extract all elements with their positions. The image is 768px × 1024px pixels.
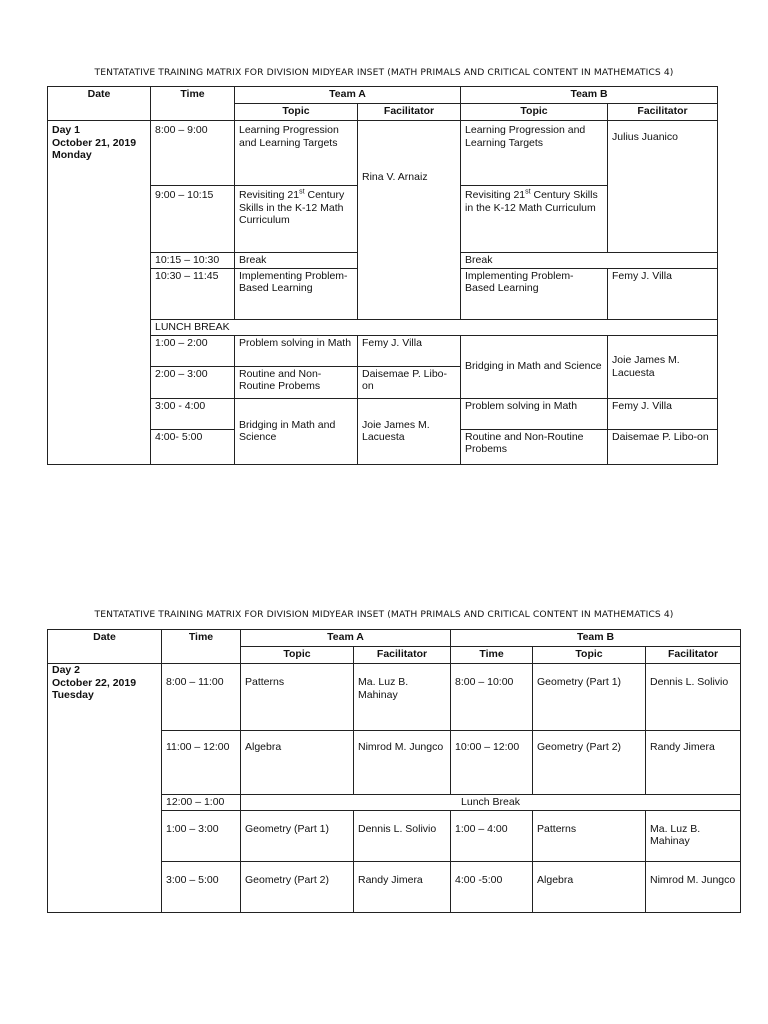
topic-cell: Break <box>235 253 358 269</box>
topic-cell <box>461 186 608 253</box>
header-time: Time <box>162 630 241 664</box>
topic-cell: Geometry (Part 2) <box>533 731 646 795</box>
header-topic: Topic <box>461 104 608 121</box>
time-cell: 10:00 – 12:00 <box>451 731 533 795</box>
day-date: October 22, 2019 <box>52 676 137 689</box>
facilitator-cell: Nimrod M. Jungco <box>354 731 451 795</box>
topic-cell: Algebra <box>241 731 354 795</box>
time-cell: 1:00 – 2:00 <box>151 335 235 366</box>
facilitator-cell: Joie James M. Lacuesta <box>358 398 461 464</box>
time-cell: 11:00 – 12:00 <box>162 731 241 795</box>
time-cell: 3:00 - 4:00 <box>151 398 235 429</box>
topic-cell: Learning Progression and Learning Targets <box>461 121 608 186</box>
title-day1: TENTATATIVE TRAINING MATRIX FOR DIVISION MIDYEAR INSET (MATH PRIMALS AND CRITICAL CONTENT IN MATHEMATICS 4) <box>94 67 674 78</box>
header-team-a: Team A <box>235 87 461 104</box>
time-cell: 8:00 – 9:00 <box>151 121 235 186</box>
facilitator-cell: Randy Jimera <box>354 861 451 912</box>
topic-cell: Geometry (Part 1) <box>533 664 646 731</box>
facilitator-cell: Nimrod M. Jungco <box>646 861 741 912</box>
training-matrix-day2 <box>47 629 741 913</box>
time-cell: 10:15 – 10:30 <box>151 253 235 269</box>
topic-cell: Geometry (Part 2) <box>241 861 354 912</box>
topic-sup: st <box>299 188 305 196</box>
time-cell: 1:00 – 3:00 <box>162 810 241 861</box>
header-facilitator: Facilitator <box>358 104 461 121</box>
topic-cell: Patterns <box>241 664 354 731</box>
day-label: Day 2 <box>52 664 81 676</box>
facilitator-cell: Ma. Luz B. Mahinay <box>354 664 451 731</box>
facilitator-cell: Daisemae P. Libo-on <box>358 366 461 398</box>
facilitator-cell: Femy J. Villa <box>608 268 718 319</box>
topic-cell: Break <box>461 253 718 269</box>
facilitator-cell: Femy J. Villa <box>358 335 461 366</box>
training-matrix-day1 <box>47 86 718 465</box>
facilitator-cell: Femy J. Villa <box>608 398 718 429</box>
facilitator-cell: Ma. Luz B. Mahinay <box>646 810 741 861</box>
topic-cell: Patterns <box>533 810 646 861</box>
topic-cell: Implementing Problem-Based Learning <box>461 268 608 319</box>
topic-cell: Learning Progression and Learning Targets <box>235 121 358 186</box>
topic-cell: Routine and Non-Routine Probems <box>461 429 608 464</box>
topic-text: Century Skills in the K-12 Math Curriculum <box>465 189 598 214</box>
header-team-b: Team B <box>451 630 741 647</box>
header-facilitator: Facilitator <box>646 647 741 664</box>
day-weekday: Tuesday <box>52 689 94 701</box>
time-cell: 10:30 – 11:45 <box>151 268 235 319</box>
topic-text: Revisiting 21 <box>465 189 526 201</box>
day-label: Day 1 <box>52 124 81 136</box>
topic-cell: Bridging in Math and Science <box>461 335 608 398</box>
lunch-break-row: LUNCH BREAK <box>151 319 718 335</box>
time-cell: 1:00 – 4:00 <box>451 810 533 861</box>
topic-text: Century Skills in the K-12 Math Curriculum <box>239 189 345 226</box>
topic-cell: Algebra <box>533 861 646 912</box>
header-topic: Topic <box>235 104 358 121</box>
topic-sup: st <box>525 188 531 196</box>
header-date: Date <box>48 87 151 121</box>
day-date: October 21, 2019 <box>52 136 137 149</box>
topic-cell: Bridging in Math and Science <box>235 398 358 464</box>
time-cell: 4:00- 5:00 <box>151 429 235 464</box>
topic-cell: Implementing Problem-Based Learning <box>235 268 358 319</box>
topic-text: Revisiting 21 <box>239 189 300 201</box>
lunch-break-row: Lunch Break <box>241 795 741 811</box>
topic-cell <box>235 186 358 253</box>
facilitator-cell: Dennis L. Solivio <box>646 664 741 731</box>
facilitator-cell: Joie James M. Lacuesta <box>608 335 718 398</box>
facilitator-cell: Dennis L. Solivio <box>354 810 451 861</box>
time-cell: 2:00 – 3:00 <box>151 366 235 398</box>
header-team-b: Team B <box>461 87 718 104</box>
topic-cell: Routine and Non-Routine Probems <box>235 366 358 398</box>
header-time: Time <box>451 647 533 664</box>
time-cell: 8:00 – 11:00 <box>162 664 241 731</box>
topic-cell: Geometry (Part 1) <box>241 810 354 861</box>
facilitator-cell: Julius Juanico <box>608 121 718 253</box>
header-facilitator: Facilitator <box>354 647 451 664</box>
topic-cell: Problem solving in Math <box>235 335 358 366</box>
time-cell: 12:00 – 1:00 <box>162 795 241 811</box>
header-facilitator: Facilitator <box>608 104 718 121</box>
title-day2: TENTATATIVE TRAINING MATRIX FOR DIVISION MIDYEAR INSET (MATH PRIMALS AND CRITICAL CONTENT IN MATHEMATICS 4) <box>94 609 674 620</box>
facilitator-name: Rina V. Arnaiz <box>362 171 428 183</box>
topic-cell: Problem solving in Math <box>461 398 608 429</box>
time-cell: 8:00 – 10:00 <box>451 664 533 731</box>
day-cell <box>48 664 162 913</box>
day-weekday: Monday <box>52 149 92 161</box>
header-topic: Topic <box>533 647 646 664</box>
header-topic: Topic <box>241 647 354 664</box>
facilitator-cell: Daisemae P. Libo-on <box>608 429 718 464</box>
time-cell: 3:00 – 5:00 <box>162 861 241 912</box>
time-cell: 9:00 – 10:15 <box>151 186 235 253</box>
facilitator-cell <box>358 121 461 320</box>
time-cell: 4:00 -5:00 <box>451 861 533 912</box>
header-date: Date <box>48 630 162 664</box>
header-team-a: Team A <box>241 630 451 647</box>
day-cell <box>48 121 151 465</box>
header-time: Time <box>151 87 235 121</box>
facilitator-cell: Randy Jimera <box>646 731 741 795</box>
